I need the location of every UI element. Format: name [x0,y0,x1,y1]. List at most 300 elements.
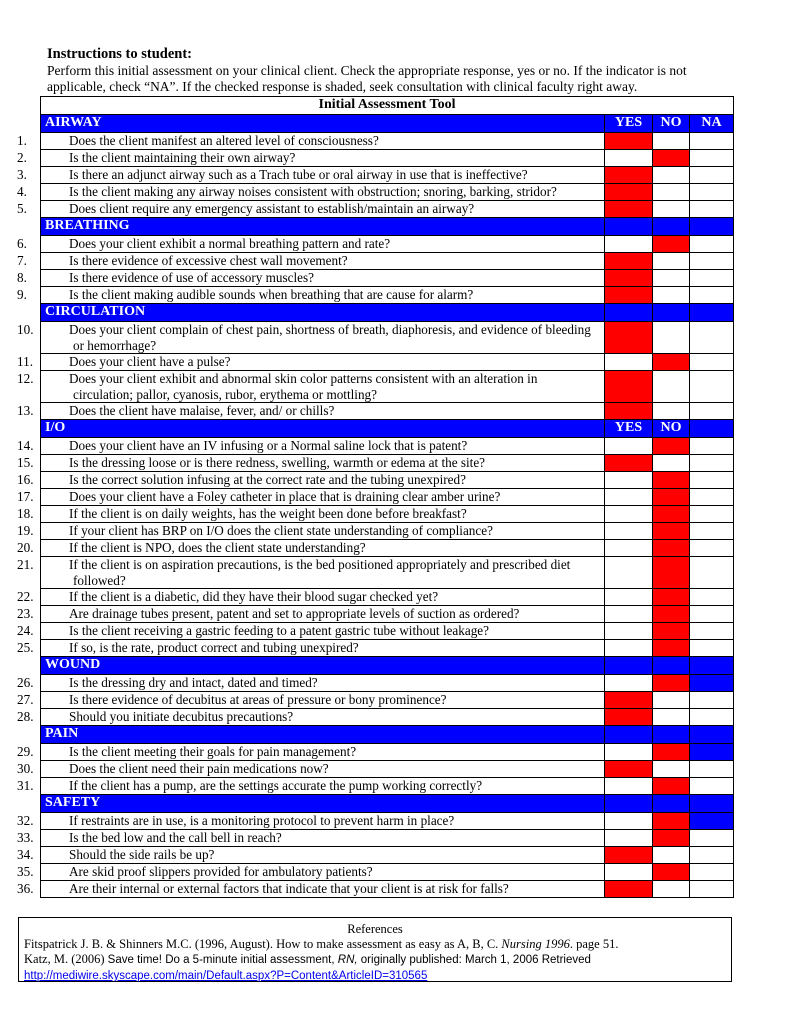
answer-na-cell[interactable] [690,184,734,201]
column-header-yes: YES [605,115,653,133]
answer-na-cell[interactable] [690,589,734,606]
answer-no-cell-shaded[interactable] [653,472,690,489]
question-number: 10. [17,322,34,337]
question-number: 26. [17,675,34,690]
answer-no-cell-shaded[interactable] [653,640,690,657]
question-number: 4. [17,184,27,199]
question-cell [17,864,605,881]
question-cell [17,287,605,304]
answer-yes-cell[interactable] [605,744,653,761]
question-text: If restraints are in use, is a monitoring protocol to prevent harm in place? [69,813,455,828]
answer-no-cell[interactable] [653,455,690,472]
question-row [41,201,734,218]
answer-na-cell[interactable] [690,847,734,864]
answer-yes-cell[interactable] [605,623,653,640]
answer-yes-cell[interactable] [605,489,653,506]
answer-na-cell[interactable] [690,455,734,472]
question-text: Is the client maintaining their own airway? [69,150,296,165]
answer-no-cell-shaded[interactable] [653,489,690,506]
answer-no-cell[interactable] [653,847,690,864]
answer-yes-cell[interactable] [605,472,653,489]
question-text: Is there evidence of use of accessory muscles? [69,270,314,285]
column-header-na [690,726,734,744]
question-row [41,830,734,847]
answer-no-cell[interactable] [653,287,690,304]
answer-na-cell[interactable] [690,354,734,371]
question-text: Is the client meeting their goals for pain management? [69,744,357,759]
instructions-heading: Instructions to student: [47,46,193,62]
question-row [41,744,734,761]
column-header-na [690,657,734,675]
question-number: 28. [17,709,34,724]
question-row [41,692,734,709]
answer-yes-cell-shaded[interactable] [605,403,653,420]
question-number: 6. [17,236,27,251]
question-text: Are their internal or external factors that indicate that your client is at risk for falls? [69,881,509,896]
question-cell [17,813,605,830]
reference-2 [24,952,726,968]
column-header-yes [605,795,653,813]
question-text: If so, is the rate, product correct and tubing unexpired? [69,640,359,655]
column-header-yes [605,304,653,322]
question-number: 14. [17,438,34,453]
question-cell [17,472,605,489]
answer-na-cell[interactable] [690,540,734,557]
answer-na-cell[interactable] [690,403,734,420]
answer-no-cell[interactable] [653,167,690,184]
question-cell [17,438,605,455]
question-number: 17. [17,489,34,504]
question-cell [17,184,605,201]
question-number: 8. [17,270,27,285]
answer-na-cell[interactable] [690,881,734,898]
column-header-yes [605,657,653,675]
question-text: Is the dressing loose or is there redness, swelling, warmth or edema at the site? [69,455,486,470]
question-row [41,675,734,692]
question-text: Should the side rails be up? [69,847,215,862]
reference-1 [24,937,726,952]
answer-na-cell[interactable] [690,253,734,270]
question-row [41,354,734,371]
question-cell [17,133,605,150]
answer-no-cell-shaded[interactable] [653,744,690,761]
answer-no-cell[interactable] [653,692,690,709]
question-row [41,881,734,898]
answer-yes-cell-shaded[interactable] [605,455,653,472]
answer-na-cell[interactable] [690,761,734,778]
question-text: Does your client have an IV infusing or a Normal saline lock that is patent? [69,438,468,453]
section-title: PAIN [41,726,605,744]
reference-2-author: Katz, M. (2006) [24,952,108,966]
answer-no-cell-shaded[interactable] [653,540,690,557]
question-number: 11. [17,354,33,369]
question-row [41,523,734,540]
question-cell [17,778,605,795]
question-row [41,253,734,270]
question-row [41,167,734,184]
question-number: 29. [17,744,34,759]
instructions-block [47,46,747,95]
answer-na-cell[interactable] [690,133,734,150]
answer-yes-cell-shaded[interactable] [605,881,653,898]
question-text: Is there evidence of decubitus at areas of pressure or bony prominence? [69,692,447,707]
assessment-table [17,96,734,898]
answer-yes-cell[interactable] [605,506,653,523]
question-text: Are drainage tubes present, patent and set to appropriate levels of suction as ordered? [69,606,520,621]
answer-na-cell[interactable] [690,438,734,455]
answer-yes-cell[interactable] [605,354,653,371]
answer-na-cell[interactable] [690,167,734,184]
question-number: 5. [17,201,27,216]
answer-na-cell[interactable] [690,692,734,709]
answer-no-cell[interactable] [653,201,690,218]
answer-yes-cell[interactable] [605,438,653,455]
section-header-row [41,115,734,133]
answer-yes-cell-shaded[interactable] [605,692,653,709]
section-header-row [41,657,734,675]
answer-no-cell[interactable] [653,371,690,403]
answer-yes-cell[interactable] [605,830,653,847]
question-cell [17,322,605,354]
column-header-no: NO [653,115,690,133]
question-number: 31. [17,778,34,793]
question-row [41,540,734,557]
answer-yes-cell[interactable] [605,675,653,692]
question-row [41,506,734,523]
question-cell [17,557,605,589]
column-header-no [653,304,690,322]
reference-1-text: Fitspatrick J. B. & Shinners M.C. (1996, August). How to make assessment as easy as A, B, C. [24,937,502,951]
answer-no-cell[interactable] [653,403,690,420]
question-text: Does your client exhibit and abnormal skin color patterns consistent with an alteration in circulation; pallor, cyanosis, rubor, erythema or mottling? [69,371,538,402]
answer-na-cell[interactable] [690,236,734,253]
question-row [41,472,734,489]
section-header-row [41,218,734,236]
answer-yes-cell[interactable] [605,813,653,830]
question-text: Does your client have a Foley catheter in place that is draining clear amber urine? [69,489,501,504]
answer-yes-cell-shaded[interactable] [605,709,653,726]
question-number: 34. [17,847,34,862]
section-title: BREATHING [41,218,605,236]
question-row [41,236,734,253]
question-cell [17,692,605,709]
section-title: I/O [41,420,605,438]
question-cell [17,236,605,253]
section-title: AIRWAY [41,115,605,133]
question-text: Does client require any emergency assistant to establish/maintain an airway? [69,201,475,216]
answer-na-cell[interactable] [690,322,734,354]
answer-yes-cell-shaded[interactable] [605,201,653,218]
reference-2-text: Save time! Do a 5-minute initial assessment, [107,954,338,966]
question-text: Are skid proof slippers provided for ambulatory patients? [69,864,373,879]
answer-na-cell[interactable] [690,640,734,657]
answer-yes-cell[interactable] [605,557,653,589]
question-text: Is the correct solution infusing at the correct rate and the tubing unexpired? [69,472,466,487]
question-text: Is the client making any airway noises consistent with obstruction; snoring, barking, stridor? [69,184,557,199]
question-number: 30. [17,761,34,776]
answer-na-cell[interactable] [690,270,734,287]
answer-yes-cell[interactable] [605,778,653,795]
answer-yes-cell-shaded[interactable] [605,270,653,287]
question-cell [17,709,605,726]
column-header-no [653,726,690,744]
answer-yes-cell[interactable] [605,150,653,167]
answer-yes-cell[interactable] [605,236,653,253]
column-header-na [690,420,734,438]
question-number: 21. [17,557,34,572]
answer-yes-cell-shaded[interactable] [605,322,653,354]
question-row [41,270,734,287]
answer-no-cell-shaded[interactable] [653,675,690,692]
answer-na-cell[interactable] [690,472,734,489]
question-cell [17,606,605,623]
question-row [41,813,734,830]
question-number: 18. [17,506,34,521]
answer-na-cell[interactable] [690,201,734,218]
answer-no-cell-shaded[interactable] [653,778,690,795]
question-text: Is there an adjunct airway such as a Trach tube or oral airway in use that is ineffective? [69,167,528,182]
answer-no-cell[interactable] [653,881,690,898]
answer-no-cell[interactable] [653,270,690,287]
question-cell [17,253,605,270]
question-text: If the client is NPO, does the client state understanding? [69,540,366,555]
answer-no-cell-shaded[interactable] [653,830,690,847]
question-number: 9. [17,287,27,302]
answer-na-cell[interactable] [690,557,734,589]
question-cell [17,761,605,778]
question-row [41,150,734,167]
question-text: If the client is on daily weights, has the weight been done before breakfast? [69,506,467,521]
answer-no-cell-shaded[interactable] [653,623,690,640]
question-row [41,371,734,403]
question-row [41,589,734,606]
question-number: 35. [17,864,34,879]
reference-1-journal: Nursing 1996 [501,937,570,951]
question-number: 22. [17,589,34,604]
answer-na-cell[interactable] [690,506,734,523]
section-title: WOUND [41,657,605,675]
table-title: Initial Assessment Tool [41,97,734,115]
question-text: Does your client exhibit a normal breathing pattern and rate? [69,236,391,251]
question-text: Is the client receiving a gastric feeding to a patent gastric tube without leakage? [69,623,489,638]
question-row [41,489,734,506]
answer-yes-cell-shaded[interactable] [605,133,653,150]
question-cell [17,881,605,898]
answer-yes-cell[interactable] [605,640,653,657]
question-cell [17,489,605,506]
question-number: 2. [17,150,27,165]
question-text: Does your client complain of chest pain, shortness of breath, diaphoresis, and evidence of bleeding or hemorrhage? [69,322,591,353]
question-text: Does your client have a pulse? [69,354,231,369]
question-cell [17,847,605,864]
question-text: Does the client need their pain medications now? [69,761,329,776]
question-cell [17,371,605,403]
answer-no-cell-shaded[interactable] [653,150,690,167]
question-text: If the client has a pump, are the settings accurate the pump working correctly? [69,778,483,793]
question-number: 36. [17,881,34,896]
answer-no-cell[interactable] [653,184,690,201]
answer-na-cell[interactable] [690,150,734,167]
question-row [41,403,734,420]
answer-yes-cell-shaded[interactable] [605,847,653,864]
reference-1-end: . page 51. [569,937,619,951]
question-cell [17,167,605,184]
references-box [18,917,732,982]
question-number: 33. [17,830,34,845]
question-text: Is there evidence of excessive chest wall movement? [69,253,348,268]
question-row [41,455,734,472]
question-cell [17,540,605,557]
question-cell [17,623,605,640]
answer-na-cell[interactable] [690,778,734,795]
answer-yes-cell-shaded[interactable] [605,167,653,184]
answer-no-cell-shaded[interactable] [653,523,690,540]
answer-no-cell-shaded[interactable] [653,813,690,830]
question-cell [17,675,605,692]
answer-yes-cell[interactable] [605,589,653,606]
references-title: References [347,922,403,936]
question-number: 7. [17,253,27,268]
question-number: 23. [17,606,34,621]
question-number: 32. [17,813,34,828]
answer-no-cell-shaded[interactable] [653,354,690,371]
question-number: 1. [17,133,27,148]
question-row [41,287,734,304]
question-cell [17,455,605,472]
answer-na-cell[interactable] [690,709,734,726]
answer-yes-cell-shaded[interactable] [605,184,653,201]
column-header-no [653,218,690,236]
question-number: 15. [17,455,34,470]
column-header-na [690,218,734,236]
question-row [41,322,734,354]
answer-na-cell-shaded[interactable] [690,675,734,692]
answer-no-cell-shaded[interactable] [653,864,690,881]
answer-no-cell-shaded[interactable] [653,589,690,606]
answer-no-cell[interactable] [653,709,690,726]
question-row [41,133,734,150]
question-row [41,864,734,881]
answer-no-cell-shaded[interactable] [653,236,690,253]
answer-no-cell-shaded[interactable] [653,506,690,523]
answer-na-cell[interactable] [690,606,734,623]
question-text: Is the dressing dry and intact, dated and timed? [69,675,318,690]
question-number: 12. [17,371,34,386]
section-title: SAFETY [41,795,605,813]
question-text: If the client is a diabetic, did they have their blood sugar checked yet? [69,589,439,604]
answer-na-cell[interactable] [690,623,734,640]
question-cell [17,201,605,218]
answer-yes-cell-shaded[interactable] [605,761,653,778]
answer-na-cell-shaded[interactable] [690,813,734,830]
answer-no-cell[interactable] [653,253,690,270]
question-cell [17,150,605,167]
question-row [41,438,734,455]
answer-na-cell[interactable] [690,830,734,847]
answer-yes-cell[interactable] [605,864,653,881]
question-number: 25. [17,640,34,655]
question-text: Does the client manifest an altered level of consciousness? [69,133,379,148]
answer-na-cell[interactable] [690,489,734,506]
question-cell [17,589,605,606]
question-number: 13. [17,403,34,418]
question-cell [17,270,605,287]
column-header-no [653,795,690,813]
question-number: 19. [17,523,34,538]
column-header-na: NA [690,115,734,133]
question-row [41,847,734,864]
question-row [41,184,734,201]
question-number: 20. [17,540,34,555]
answer-na-cell-shaded[interactable] [690,744,734,761]
question-cell [17,640,605,657]
answer-yes-cell-shaded[interactable] [605,253,653,270]
answer-no-cell-shaded[interactable] [653,606,690,623]
answer-na-cell[interactable] [690,523,734,540]
column-header-no [653,657,690,675]
question-text: Is the bed low and the call bell in reach? [69,830,282,845]
section-title: CIRCULATION [41,304,605,322]
question-number: 24. [17,623,34,638]
question-row [41,761,734,778]
answer-na-cell[interactable] [690,371,734,403]
section-header-row [41,795,734,813]
question-row [41,606,734,623]
question-text: Does the client have malaise, fever, and/ or chills? [69,403,335,418]
answer-yes-cell[interactable] [605,523,653,540]
question-row [41,709,734,726]
answer-na-cell[interactable] [690,864,734,881]
column-header-yes: YES [605,420,653,438]
question-row [41,778,734,795]
reference-2-link[interactable]: http://mediwire.skyscape.com/main/Default.aspx?P=Content&ArticleID=310565 [24,970,428,982]
reference-2-end: originally published: March 1, 2006 Retrieved [357,954,591,966]
question-row [41,640,734,657]
answer-no-cell-shaded[interactable] [653,557,690,589]
column-header-yes [605,218,653,236]
question-text: If the client is on aspiration precautions, is the bed positioned appropriately and prescribed diet followed? [69,557,571,588]
question-row [41,557,734,589]
column-header-no: NO [653,420,690,438]
answer-yes-cell-shaded[interactable] [605,287,653,304]
question-text: Is the client making audible sounds when breathing that are cause for alarm? [69,287,474,302]
question-text: Should you initiate decubitus precautions? [69,709,294,724]
question-cell [17,830,605,847]
section-header-row [41,726,734,744]
answer-na-cell[interactable] [690,287,734,304]
section-header-row [41,420,734,438]
section-header-row [41,304,734,322]
instructions-text: Perform this initial assessment on your clinical client. Check the appropriate response, yes or no. If the indicator is not applicable, check “NA”. If the checked response is shaded, seek consultation with clinical faculty right away. [47,63,687,94]
answer-yes-cell-shaded[interactable] [605,371,653,403]
question-row [41,623,734,640]
answer-no-cell[interactable] [653,322,690,354]
answer-no-cell[interactable] [653,133,690,150]
question-cell [17,354,605,371]
answer-no-cell-shaded[interactable] [653,438,690,455]
answer-yes-cell[interactable] [605,540,653,557]
column-header-na [690,304,734,322]
question-number: 27. [17,692,34,707]
column-header-yes [605,726,653,744]
answer-no-cell[interactable] [653,761,690,778]
answer-yes-cell[interactable] [605,606,653,623]
question-cell [17,744,605,761]
question-cell [17,506,605,523]
question-number: 16. [17,472,34,487]
question-cell [17,403,605,420]
question-text: If your client has BRP on I/O does the client state understanding of compliance? [69,523,493,538]
